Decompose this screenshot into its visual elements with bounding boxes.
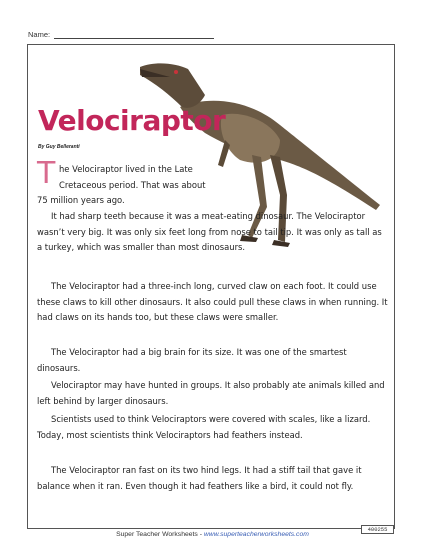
paragraph-1: he Velociraptor lived in the Late Cretaceous period. That was about	[59, 164, 206, 190]
worksheet-code: 400255	[361, 525, 394, 534]
paragraph-4: The Velociraptor had a big brain for its size. It was one of the smartest dinosaurs.	[37, 347, 347, 373]
footer-url-link[interactable]: www.superteacherworksheets.com	[203, 531, 309, 538]
paragraph-3: The Velociraptor had a three-inch long, curved claw on each foot. It could use these claws to kill other dinosaurs. It also could pull these claws in when running. It had claws on its hands too, but these claws were smaller.	[37, 281, 388, 323]
paragraph-6: Scientists used to think Velociraptors were covered with scales, like a lizard. Today, most scientists think Velociraptors had feathers instead.	[37, 414, 371, 440]
footer-site-name: Super Teacher Worksheets	[116, 531, 198, 538]
paragraph-2: It had sharp teeth because it was a meat-eating dinosaur. The Velociraptor wasn’t very big. It was only six feet long from nose to tail tip. It was only as tall as a turkey, which was smaller than most dinosaurs.	[37, 211, 382, 253]
drop-cap-letter: T	[37, 156, 56, 191]
paragraph-1-continued: 75 million years ago.	[37, 195, 125, 205]
article-title: Velociraptor	[38, 104, 226, 137]
name-label: Name:	[28, 30, 51, 39]
name-field	[28, 30, 214, 39]
paragraph-7: The Velociraptor ran fast on its two hind legs. It had a stiff tail that gave it balance when it ran. Even though it had feathers like a bird, it could not fly.	[37, 465, 362, 491]
paragraph-5: Velociraptor may have hunted in groups. It also probably ate animals killed and left behind by larger dinosaurs.	[37, 380, 385, 406]
article-byline: By Guy Belleranti	[38, 144, 80, 150]
name-blank-line[interactable]	[54, 31, 214, 39]
footer-separator: -	[197, 531, 204, 538]
